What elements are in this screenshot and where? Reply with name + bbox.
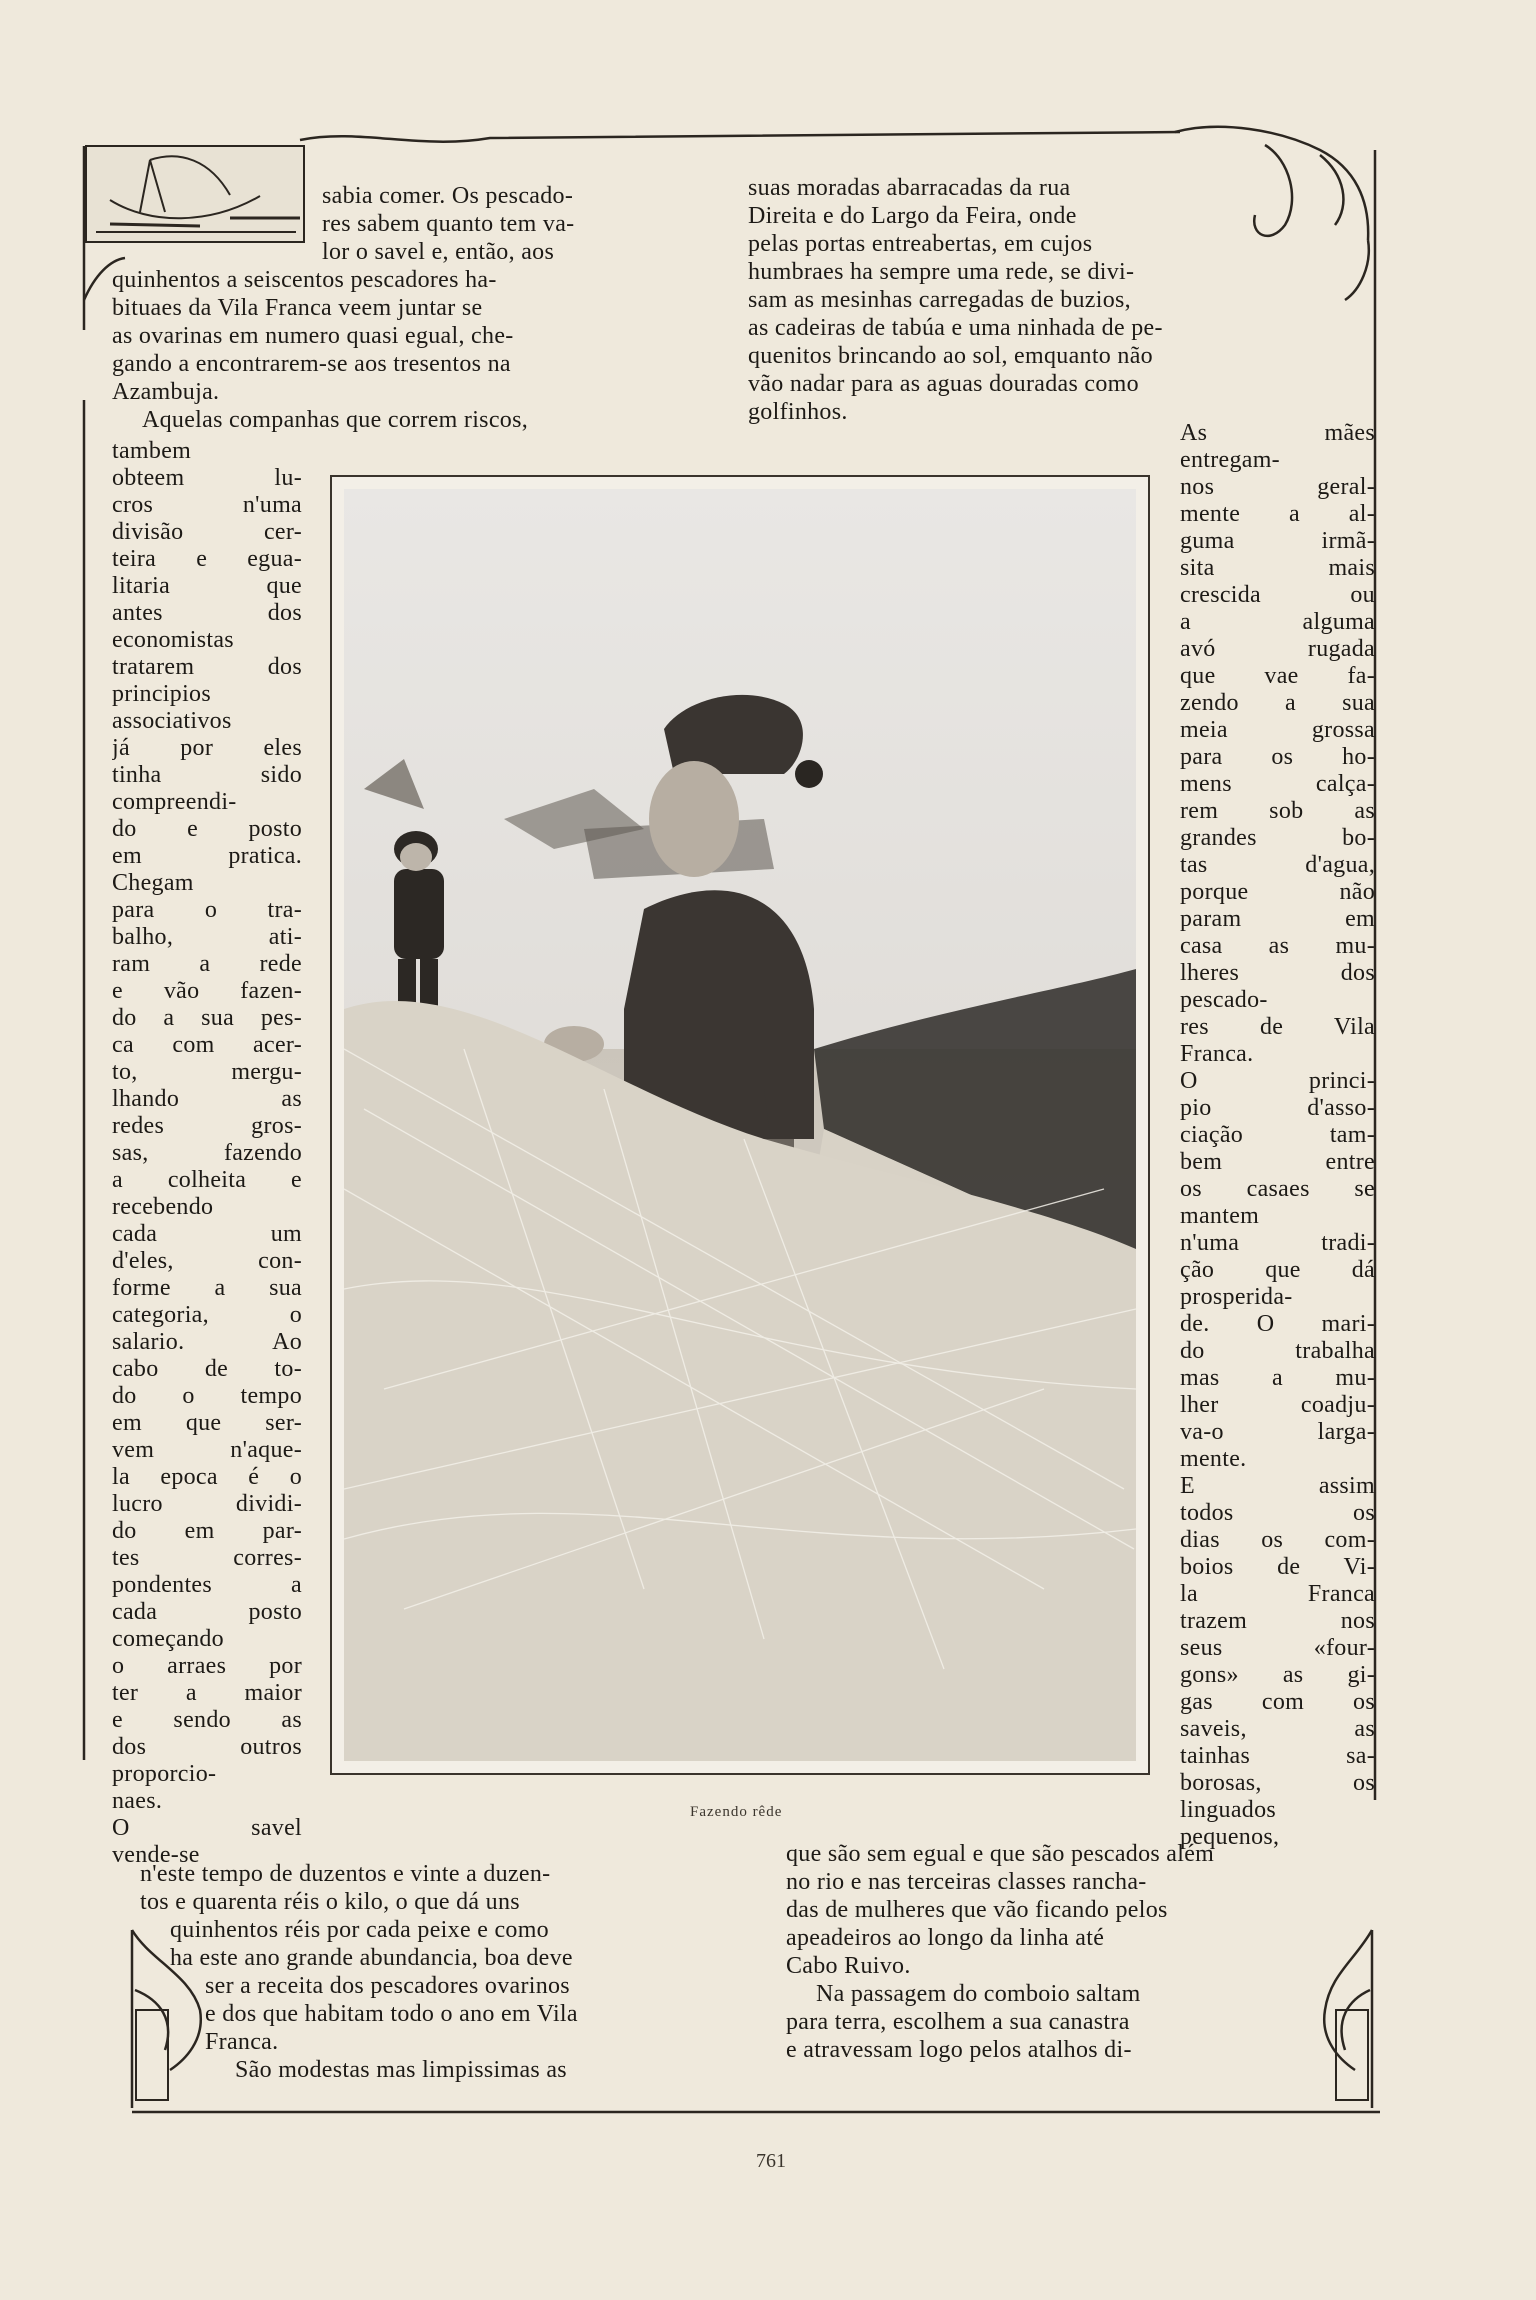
text-line: litaria que (112, 573, 302, 599)
text-line: pelas portas entreabertas, em cujos (748, 231, 1093, 257)
text-line: vende-se (112, 1842, 200, 1868)
photo-caption: Fazendo rêde (690, 1804, 783, 1820)
fisherman-mending-net-photo (344, 489, 1136, 1761)
text-line: dos outros (112, 1734, 302, 1760)
text-line: ção que dá (1180, 1257, 1375, 1283)
text-line: trazem nos (1180, 1608, 1375, 1634)
text-line: as ovarinas em numero quasi egual, che- (112, 323, 514, 349)
text-line: forme a sua (112, 1275, 302, 1301)
text-line: porque não (1180, 879, 1375, 905)
text-line: e atravessam logo pelos atalhos di- (786, 2037, 1132, 2063)
text-line: rem sob as (1180, 798, 1375, 824)
text-line: grandes bo- (1180, 825, 1375, 851)
text-line: recebendo (112, 1194, 214, 1220)
text-line: balho, ati- (112, 924, 302, 950)
text-line: param em (1180, 906, 1375, 932)
text-line: teira e egua- (112, 546, 302, 572)
text-line: a colheita e (112, 1167, 302, 1193)
text-line: proporcio- (112, 1761, 217, 1787)
text-line: mantem (1180, 1203, 1260, 1229)
photo-illustration (344, 489, 1136, 1761)
text-line: golfinhos. (748, 399, 848, 425)
text-line: sas, fazendo (112, 1140, 302, 1166)
text-line: cada um (112, 1221, 302, 1247)
text-line: va-o larga- (1180, 1419, 1375, 1445)
text-line: compreendi- (112, 789, 237, 815)
text-line: O savel (112, 1815, 302, 1841)
text-line: tas d'agua, (1180, 852, 1375, 878)
text-line: do em par- (112, 1518, 302, 1544)
text-line: sam as mesinhas carregadas de buzios, (748, 287, 1131, 313)
photograph-frame (330, 475, 1150, 1775)
text-line: apeadeiros ao longo da linha até (786, 1925, 1105, 1951)
text-line: seus «four- (1180, 1635, 1375, 1661)
text-line: no rio e nas terceiras classes rancha- (786, 1869, 1147, 1895)
text-line: d'eles, con- (112, 1248, 302, 1274)
text-line: e vão fazen- (112, 978, 302, 1004)
column-1-bottom (140, 1860, 740, 2084)
text-line: as cadeiras de tabúa e uma ninhada de pe- (748, 315, 1163, 341)
text-line: quinhentos réis por cada peixe e como (170, 1917, 549, 1943)
text-line: do e posto (112, 816, 302, 842)
text-line: do trabalha (1180, 1338, 1375, 1364)
text-line: lor o savel e, então, aos (322, 239, 555, 265)
text-line: borosas, os (1180, 1770, 1375, 1796)
text-line: bem entre (1180, 1149, 1375, 1175)
text-line: mens calça- (1180, 771, 1375, 797)
text-line: naes. (112, 1788, 163, 1814)
text-line: Direita e do Largo da Feira, onde (748, 203, 1077, 229)
text-line: Chegam (112, 870, 194, 896)
text-line: zendo a sua (1180, 690, 1375, 716)
text-line: e sendo as (112, 1707, 302, 1733)
text-line: guma irmã- (1180, 528, 1375, 554)
text-line: a alguma (1180, 609, 1375, 635)
text-line: la epoca é o (112, 1464, 302, 1490)
text-line: em que ser- (112, 1410, 302, 1436)
text-line: que são sem egual e que são pescados além (786, 1841, 1215, 1867)
text-line: tainhas sa- (1180, 1743, 1375, 1769)
text-line: pescado- (1180, 987, 1268, 1013)
text-line: Aquelas companhas que correm riscos, (142, 407, 529, 433)
text-line: Franca. (1180, 1041, 1254, 1067)
text-line: sabia comer. Os pescado- (322, 183, 574, 209)
text-line: Na passagem do comboio saltam (816, 1981, 1141, 2007)
text-line: tambem (112, 438, 192, 464)
text-line: gons» as gi- (1180, 1662, 1375, 1688)
text-line: obteem lu- (112, 465, 302, 491)
text-line: sita mais (1180, 555, 1375, 581)
text-line: crescida ou (1180, 582, 1375, 608)
text-line: cada posto (112, 1599, 302, 1625)
text-line: do a sua pes- (112, 1005, 302, 1031)
column-1-top (112, 182, 710, 434)
text-line: entregam- (1180, 447, 1280, 473)
text-line: pequenos, (1180, 1824, 1280, 1850)
text-line: lhando as (112, 1086, 302, 1112)
text-line: e dos que habitam todo o ano em Vila (205, 2001, 578, 2027)
text-line: Cabo Ruivo. (786, 1953, 911, 1979)
column-2-top (748, 174, 1358, 426)
text-line: to, mergu- (112, 1059, 302, 1085)
text-line: vão nadar para as aguas douradas como (748, 371, 1139, 397)
text-line: antes dos (112, 600, 302, 626)
text-line: tos e quarenta réis o kilo, o que dá uns (140, 1889, 520, 1915)
text-line: ciação tam- (1180, 1122, 1375, 1148)
text-line: cabo de to- (112, 1356, 302, 1382)
text-line: vem n'aque- (112, 1437, 302, 1463)
text-line: ca com acer- (112, 1032, 302, 1058)
text-line: bituaes da Vila Franca veem juntar se (112, 295, 483, 321)
text-line: n'uma tradi- (1180, 1230, 1375, 1256)
text-line: res sabem quanto tem va- (322, 211, 575, 237)
text-line: mente. (1180, 1446, 1247, 1472)
text-line: economistas (112, 627, 234, 653)
text-line: para os ho- (1180, 744, 1375, 770)
text-line: n'este tempo de duzentos e vinte a duzen- (140, 1861, 551, 1887)
text-line: Azambuja. (112, 379, 220, 405)
text-line: lucro dividi- (112, 1491, 302, 1517)
text-line: ha este ano grande abundancia, boa deve (170, 1945, 573, 1971)
text-line: das de mulheres que vão ficando pelos (786, 1897, 1168, 1923)
text-line: suas moradas abarracadas da rua (748, 175, 1071, 201)
text-line: mas a mu- (1180, 1365, 1375, 1391)
text-line: para terra, escolhem a sua canastra (786, 2009, 1130, 2035)
text-line: gas com os (1180, 1689, 1375, 1715)
text-line: tinha sido (112, 762, 302, 788)
text-line: associativos (112, 708, 232, 734)
text-line: casa as mu- (1180, 933, 1375, 959)
text-line: gando a encontrarem-se aos tresentos na (112, 351, 511, 377)
text-line: redes gros- (112, 1113, 302, 1139)
text-line: O princi- (1180, 1068, 1375, 1094)
text-line: humbraes ha sempre uma rede, se divi- (748, 259, 1135, 285)
text-line: mente a al- (1180, 501, 1375, 527)
text-line: ram a rede (112, 951, 302, 977)
text-line: ter a maior (112, 1680, 302, 1706)
column-1-narrow (112, 438, 302, 1869)
text-line: lheres dos (1180, 960, 1375, 986)
text-line: prosperida- (1180, 1284, 1293, 1310)
text-line: linguados (1180, 1797, 1277, 1823)
text-line: categoria, o (112, 1302, 302, 1328)
text-line: As mães (1180, 420, 1375, 446)
text-line: de. O mari- (1180, 1311, 1375, 1337)
text-line: saveis, as (1180, 1716, 1375, 1742)
text-line: os casaes se (1180, 1176, 1375, 1202)
text-line: que vae fa- (1180, 663, 1375, 689)
text-line: E assim (1180, 1473, 1375, 1499)
text-line: tratarem dos (112, 654, 302, 680)
column-2-narrow (1180, 420, 1375, 1851)
text-line: todos os (1180, 1500, 1375, 1526)
text-line: ser a receita dos pescadores ovarinos (205, 1973, 570, 1999)
text-line: para o tra- (112, 897, 302, 923)
text-line: o arraes por (112, 1653, 302, 1679)
text-line: divisão cer- (112, 519, 302, 545)
text-line: principios (112, 681, 211, 707)
text-line: la Franca (1180, 1581, 1375, 1607)
text-line: pio d'asso- (1180, 1095, 1375, 1121)
text-line: tes corres- (112, 1545, 302, 1571)
text-line: avó rugada (1180, 636, 1375, 662)
text-line: boios de Vi- (1180, 1554, 1375, 1580)
text-line: do o tempo (112, 1383, 302, 1409)
text-line: São modestas mas limpissimas as (235, 2057, 567, 2083)
text-line: nos geral- (1180, 474, 1375, 500)
text-line: quinhentos a seiscentos pescadores ha- (112, 267, 497, 293)
text-line: pondentes a (112, 1572, 302, 1598)
text-line: dias os com- (1180, 1527, 1375, 1553)
text-line: já por eles (112, 735, 302, 761)
text-line: res de Vila (1180, 1014, 1375, 1040)
page-number: 761 (756, 2150, 786, 2172)
text-line: cros n'uma (112, 492, 302, 518)
text-line: Franca. (205, 2029, 279, 2055)
text-line: lher coadju- (1180, 1392, 1375, 1418)
text-line: quenitos brincando ao sol, emquanto não (748, 343, 1153, 369)
text-line: salario. Ao (112, 1329, 302, 1355)
text-line: começando (112, 1626, 224, 1652)
text-line: meia grossa (1180, 717, 1375, 743)
column-2-bottom (786, 1840, 1376, 2064)
text-line: em pratica. (112, 843, 302, 869)
